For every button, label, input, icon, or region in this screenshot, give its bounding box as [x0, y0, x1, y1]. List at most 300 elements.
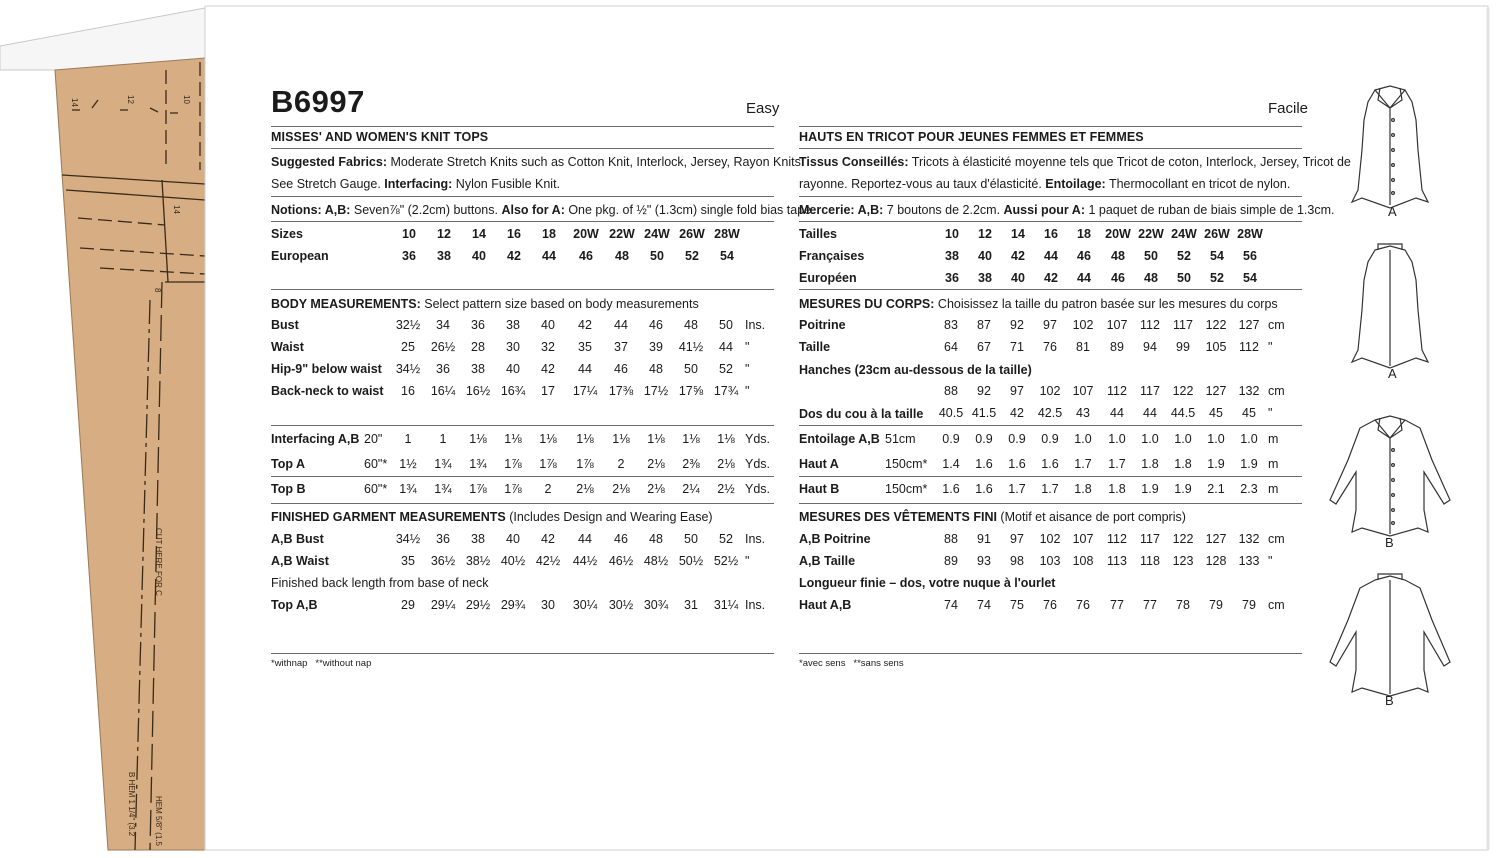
en-yardage-value: 1⅛: [682, 432, 700, 446]
en-size-value: 12: [437, 227, 451, 241]
en-finished-value: 42: [541, 532, 555, 546]
interfacing-text-en: Nylon Fusible Knit.: [452, 177, 561, 191]
fr-size-value: 44: [1077, 271, 1091, 285]
length-label-fr: Longueur finie – dos, votre nuque à l'ourlet: [799, 576, 1056, 590]
fr-size-value: 22W: [1138, 227, 1164, 241]
fr-dos-unit: ": [1268, 406, 1273, 420]
en-length-row-label: Top A,B: [271, 598, 318, 612]
en-yardage-value: 1⅛: [539, 432, 557, 446]
en-body-value: 40: [541, 318, 555, 332]
en-yardage-value: 2⅛: [717, 457, 735, 471]
fr-hanches-unit: cm: [1268, 384, 1285, 398]
fr-size-value: 20W: [1105, 227, 1131, 241]
en-size-value: 54: [720, 249, 734, 263]
fr-size-value: 42: [1044, 271, 1058, 285]
notions-also-text-en: One pkg. of ½" (1.3cm) single fold bias tape.: [564, 203, 815, 217]
notions-also-label-en: Also for A:: [501, 203, 565, 217]
en-size-value: 20W: [573, 227, 599, 241]
en-body-unit: ": [745, 384, 750, 398]
en-body-row-label: Waist: [271, 340, 304, 354]
finished-heading-fr: [799, 510, 1186, 524]
fr-finished-value: 93: [977, 554, 991, 568]
body-heading-label-fr: MESURES DU CORPS:: [799, 297, 935, 311]
fr-length-value: 75: [1010, 598, 1024, 612]
en-yardage-width: 20": [364, 432, 383, 446]
fabrics-text2-en: See Stretch Gauge.: [271, 177, 385, 191]
en-size-row-label: Sizes: [271, 227, 303, 241]
rule-fr-top: [799, 126, 1302, 127]
en-body-value: 41½: [678, 340, 704, 354]
tissue-size-8: 8: [153, 288, 162, 293]
en-body-value: 44: [614, 318, 628, 332]
en-finished-value: 50: [684, 532, 698, 546]
rule-en-notions: [271, 221, 774, 222]
fr-size-value: 52: [1177, 249, 1191, 263]
fr-yardage-value: 1.8: [1141, 457, 1159, 471]
notions-en: [271, 203, 815, 217]
fr-finished-value: 103: [1039, 554, 1061, 568]
fr-finished-value: 132: [1238, 532, 1260, 546]
fr-size-value: 46: [1077, 249, 1091, 263]
title-en: MISSES' AND WOMEN'S KNIT TOPS: [271, 130, 489, 144]
fr-body-value: 99: [1176, 340, 1190, 354]
en-length-value: 31: [684, 598, 698, 612]
fr-body-unit: cm: [1268, 318, 1285, 332]
en-yardage-value: 1⅛: [469, 432, 487, 446]
en-size-value: 36: [402, 249, 416, 263]
en-body-value: 16¾: [500, 384, 526, 398]
en-body-value: 44: [719, 340, 733, 354]
interfacing-label-fr: Entoilage:: [1045, 177, 1106, 191]
fr-hanches-value: 132: [1238, 384, 1260, 398]
fr-size-value: 46: [1111, 271, 1125, 285]
notions-fr: [799, 203, 1334, 217]
rule-fr-title: [799, 148, 1302, 149]
fr-yardage-row-label: Haut B: [799, 482, 840, 496]
fabrics-text2-fr: rayonne. Reportez-vous au taux d'élasticité.: [799, 177, 1046, 191]
fr-finished-value: 107: [1072, 532, 1094, 546]
fabrics-en: [271, 155, 804, 169]
rule-en-sizes: [271, 289, 774, 290]
fr-hanches-value: 92: [977, 384, 991, 398]
en-body-value: 52: [719, 362, 733, 376]
fr-body-value: 122: [1205, 318, 1227, 332]
fr-length-value: 76: [1043, 598, 1057, 612]
fabrics-fr: [799, 155, 1351, 169]
tissue-size-12: 12: [126, 95, 135, 104]
difficulty-fr: Facile: [1268, 100, 1309, 117]
finished-heading-text-fr: (Motif et aisance de port compris): [996, 510, 1186, 524]
fr-yardage-value: 1.8: [1108, 482, 1126, 496]
en-body-value: 42: [578, 318, 592, 332]
fr-finished-row-label: A,B Poitrine: [799, 532, 871, 546]
en-yardage-width: 60"*: [364, 482, 388, 496]
fr-finished-value: 133: [1238, 554, 1260, 568]
en-size-value: 28W: [714, 227, 740, 241]
en-yardage-value: 2⅜: [682, 457, 700, 471]
fabrics-fr-line2: [799, 177, 1290, 191]
fr-dos-value: 44.5: [1170, 406, 1196, 420]
en-finished-value: 46½: [608, 554, 634, 568]
en-yardage-value: 1⅞: [576, 457, 594, 471]
fr-yardage-value: 0.9: [942, 432, 960, 446]
en-size-value: 26W: [679, 227, 705, 241]
fr-body-value: 117: [1173, 318, 1193, 332]
en-size-value: 22W: [609, 227, 635, 241]
notions-label-en: Notions: A,B:: [271, 203, 351, 217]
fabrics-text-fr: Tricots à élasticité moyenne tels que Tricot de coton, Interlock, Jersey, Tricot de: [908, 155, 1351, 169]
fr-yardage-value: 1.7: [1041, 482, 1059, 496]
fr-length-value: 77: [1143, 598, 1157, 612]
en-body-value: 17½: [643, 384, 669, 398]
en-yardage-value: 1: [439, 432, 447, 446]
fr-size-value: 18: [1077, 227, 1091, 241]
fr-yardage-unit: m: [1268, 482, 1279, 496]
fr-yardage-value: 1.6: [942, 482, 960, 496]
fr-yardage-value: 1.8: [1074, 482, 1092, 496]
fr-hanches-value: 127: [1205, 384, 1227, 398]
en-body-unit: ": [745, 340, 750, 354]
en-body-unit: Ins.: [745, 318, 766, 332]
fr-yardage-value: 1.7: [1008, 482, 1026, 496]
fr-yardage-value: 0.9: [1008, 432, 1026, 446]
footnote-fr: [799, 658, 904, 669]
footnote-en: [271, 658, 371, 669]
view-label-3: B: [1385, 535, 1394, 550]
en-finished-value: 52½: [713, 554, 739, 568]
fr-size-value: 50: [1144, 249, 1158, 263]
en-body-value: 32: [541, 340, 555, 354]
fr-finished-value: 112: [1107, 532, 1127, 546]
fr-yardage-value: 1.6: [975, 482, 993, 496]
en-size-value: 18: [542, 227, 556, 241]
en-body-value: 16½: [465, 384, 491, 398]
fr-yardage-value: 1.0: [1108, 432, 1126, 446]
fr-size-value: 36: [945, 271, 959, 285]
en-body-value: 25: [401, 340, 415, 354]
title-fr: HAUTS EN TRICOT POUR JEUNES FEMMES ET FEMMES: [799, 130, 1144, 144]
en-body-value: 46: [614, 362, 628, 376]
en-yardage-row-label: Interfacing A,B: [271, 432, 360, 446]
en-size-value: 42: [507, 249, 521, 263]
view-label-4: B: [1385, 693, 1394, 708]
fr-size-value: 48: [1111, 249, 1125, 263]
fr-hanches-value: 88: [944, 384, 958, 398]
en-finished-value: 36½: [430, 554, 456, 568]
fr-yardage-value: 1.9: [1141, 482, 1159, 496]
length-label-en: Finished back length from base of neck: [271, 576, 489, 590]
en-body-value: 17¼: [572, 384, 598, 398]
en-finished-row-label: A,B Bust: [271, 532, 324, 546]
fr-size-value: 40: [978, 249, 992, 263]
en-body-value: 17: [541, 384, 555, 398]
rule-fr-sizes: [799, 289, 1302, 290]
en-finished-value: 48½: [643, 554, 669, 568]
en-body-value: 16: [401, 384, 415, 398]
notions-also-text-fr: 1 paquet de ruban de biais simple de 1.3cm.: [1085, 203, 1335, 217]
en-body-value: 39: [649, 340, 663, 354]
en-size-value: 16: [507, 227, 521, 241]
fr-body-value: 94: [1143, 340, 1157, 354]
view-label-2: A: [1388, 366, 1397, 381]
fr-yardage-value: 2.3: [1240, 482, 1258, 496]
en-yardage-unit: Yds.: [745, 432, 771, 446]
fr-size-row-label: Françaises: [799, 249, 865, 263]
en-body-value: 48: [649, 362, 663, 376]
en-yardage-value: 2½: [717, 482, 735, 496]
sleeveless-shirt-back: [1352, 244, 1428, 368]
fr-body-value: 112: [1140, 318, 1160, 332]
fr-body-value: 92: [1010, 318, 1024, 332]
fr-body-value: 97: [1043, 318, 1057, 332]
fr-dos-value: 41.5: [971, 406, 997, 420]
en-yardage-value: 1¾: [469, 457, 487, 471]
en-body-value: 17⅝: [678, 384, 704, 398]
en-finished-value: 44½: [572, 554, 598, 568]
en-body-value: 17¾: [713, 384, 739, 398]
en-body-row-label: Hip-9" below waist: [271, 362, 382, 376]
en-finished-value: 42½: [535, 554, 561, 568]
fr-dos-value: 43: [1076, 406, 1090, 420]
notions-label-fr: Mercerie: A,B:: [799, 203, 884, 217]
en-body-value: 34: [436, 318, 450, 332]
fr-yardage-value: 1.9: [1240, 457, 1258, 471]
en-yardage-value: 2¼: [682, 482, 700, 496]
fr-finished-value: 88: [944, 532, 958, 546]
en-length-value: 29¼: [430, 598, 456, 612]
en-body-value: 28: [471, 340, 485, 354]
fr-size-value: 16: [1044, 227, 1058, 241]
fr-body-value: 105: [1205, 340, 1227, 354]
en-yardage-value: 2: [617, 457, 625, 471]
en-body-value: 26½: [430, 340, 456, 354]
fr-hanches-value: 97: [1010, 384, 1024, 398]
en-body-row-label: Back-neck to waist: [271, 384, 384, 398]
fr-yardage-value: 1.6: [975, 457, 993, 471]
fr-length-unit: cm: [1268, 598, 1285, 612]
fabrics-en-line2: [271, 177, 560, 191]
en-size-value: 50: [650, 249, 664, 263]
en-finished-value: 38½: [465, 554, 491, 568]
notions-also-label-fr: Aussi pour A:: [1003, 203, 1085, 217]
footnote-en-1: *withnap: [271, 658, 308, 669]
en-length-value: 29½: [465, 598, 491, 612]
finished-heading-en: [271, 510, 713, 524]
fr-size-value: 26W: [1204, 227, 1230, 241]
en-body-value: 37: [614, 340, 628, 354]
en-yardage-value: 2⅛: [576, 482, 594, 496]
en-length-value: 30¼: [572, 598, 598, 612]
fr-length-value: 74: [977, 598, 991, 612]
en-length-value: 30: [541, 598, 555, 612]
fr-dos-value: 40.5: [938, 406, 964, 420]
fr-yardage-width: 51cm: [885, 432, 916, 446]
fr-yardage-value: 1.0: [1207, 432, 1225, 446]
en-yardage-row-label: Top B: [271, 482, 306, 496]
fr-body-value: 89: [1110, 340, 1124, 354]
fr-body-row-label: Poitrine: [799, 318, 846, 332]
rule-fr-yardage: [799, 503, 1302, 504]
rule-en-yardage: [271, 503, 774, 504]
fr-finished-value: 122: [1172, 532, 1194, 546]
body-heading-label-en: BODY MEASUREMENTS:: [271, 297, 421, 311]
fr-finished-value: 118: [1140, 554, 1160, 568]
fr-finished-value: 97: [1010, 532, 1024, 546]
fr-finished-value: 102: [1039, 532, 1061, 546]
en-body-row-label: Bust: [271, 318, 299, 332]
en-yardage-value: 1⅛: [717, 432, 735, 446]
finished-heading-label-en: FINISHED GARMENT MEASUREMENTS: [271, 510, 506, 524]
en-yardage-value: 1⅛: [647, 432, 665, 446]
en-size-value: 46: [579, 249, 593, 263]
en-finished-value: 48: [649, 532, 663, 546]
en-yardage-value: 1: [404, 432, 412, 446]
en-finished-value: 38: [471, 532, 485, 546]
fr-yardage-value: 0.9: [1041, 432, 1059, 446]
interfacing-text-fr: Thermocollant en tricot de nylon.: [1105, 177, 1291, 191]
fr-hanches-value: 112: [1107, 384, 1127, 398]
fr-size-value: 28W: [1237, 227, 1263, 241]
en-finished-value: 50½: [678, 554, 704, 568]
finished-heading-label-fr: MESURES DES VÊTEMENTS FINI: [799, 510, 997, 524]
en-body-value: 36: [471, 318, 485, 332]
fr-yardage-row-label: Haut A: [799, 457, 839, 471]
en-body-value: 40: [506, 362, 520, 376]
en-yardage-unit: Yds.: [745, 457, 771, 471]
fr-length-value: 77: [1110, 598, 1124, 612]
en-body-value: 38: [471, 362, 485, 376]
fr-body-value: 67: [977, 340, 991, 354]
en-finished-value: 44: [578, 532, 592, 546]
fr-body-value: 127: [1238, 318, 1260, 332]
en-size-value: 24W: [644, 227, 670, 241]
en-body-value: 50: [684, 362, 698, 376]
fabrics-label-en: Suggested Fabrics:: [271, 155, 387, 169]
fr-yardage-value: 1.9: [1207, 457, 1225, 471]
garment-illustrations: [1320, 80, 1460, 720]
tissue-b-hem: B HEM 1 1/4" (3.2: [127, 772, 136, 837]
fr-length-value: 79: [1209, 598, 1223, 612]
fr-yardage-value: 0.9: [975, 432, 993, 446]
fr-finished-value: 91: [977, 532, 991, 546]
en-size-value: 48: [615, 249, 629, 263]
fr-body-value: 83: [944, 318, 958, 332]
en-size-value: 10: [402, 227, 416, 241]
en-size-value: 38: [437, 249, 451, 263]
en-body-value: 34½: [395, 362, 421, 376]
fr-dos-value: 45: [1242, 406, 1256, 420]
en-length-value: 29: [401, 598, 415, 612]
en-length-value: 30½: [608, 598, 634, 612]
fr-finished-unit: ": [1268, 554, 1273, 568]
fr-size-value: 54: [1243, 271, 1257, 285]
fr-yardage-value: 1.6: [1008, 457, 1026, 471]
fr-yardage-value: 1.4: [942, 457, 960, 471]
en-size-value: 40: [472, 249, 486, 263]
fr-body-value: 71: [1010, 340, 1024, 354]
fr-size-value: 52: [1210, 271, 1224, 285]
fr-size-value: 24W: [1171, 227, 1197, 241]
finished-heading-text-en: (Includes Design and Wearing Ease): [505, 510, 713, 524]
en-yardage-value: 1⅞: [504, 482, 522, 496]
fr-size-row-label: Européen: [799, 271, 857, 285]
fr-length-value: 76: [1076, 598, 1090, 612]
en-length-unit: Ins.: [745, 598, 766, 612]
en-body-value: 38: [506, 318, 520, 332]
en-yardage-value: 2⅛: [647, 457, 665, 471]
en-finished-value: 46: [614, 532, 628, 546]
interfacing-label-en: Interfacing:: [384, 177, 453, 191]
en-yardage-value: 1⅛: [612, 432, 630, 446]
rule-fr-hauta: [799, 476, 1302, 477]
body-heading-fr: [799, 297, 1278, 311]
fr-yardage-width: 150cm*: [885, 482, 928, 496]
en-size-row-label: European: [271, 249, 329, 263]
fr-size-value: 38: [945, 249, 959, 263]
fr-size-value: 54: [1210, 249, 1224, 263]
fr-finished-value: 98: [1010, 554, 1024, 568]
rule-en-bottom: [271, 653, 774, 654]
rule-en-body: [271, 425, 774, 426]
en-yardage-value: 1⅛: [504, 432, 522, 446]
fr-finished-value: 113: [1107, 554, 1127, 568]
en-finished-value: 52: [719, 532, 733, 546]
en-yardage-value: 1⅞: [504, 457, 522, 471]
fr-dos-value: 42.5: [1037, 406, 1063, 420]
fr-body-value: 102: [1072, 318, 1094, 332]
tissue-size-14b: 14: [172, 205, 181, 214]
en-yardage-value: 1⅞: [539, 457, 557, 471]
en-finished-value: 36: [436, 532, 450, 546]
fr-finished-unit: cm: [1268, 532, 1285, 546]
rule-en-fabrics: [271, 196, 774, 197]
en-yardage-value: 1½: [399, 457, 417, 471]
en-body-value: 50: [719, 318, 733, 332]
fr-dos-value: 44: [1143, 406, 1157, 420]
fr-body-value: 87: [977, 318, 991, 332]
en-finished-unit: Ins.: [745, 532, 766, 546]
sleeved-shirt-back: [1330, 574, 1450, 696]
fabrics-label-fr: Tissus Conseillés:: [799, 155, 909, 169]
fr-finished-value: 123: [1172, 554, 1194, 568]
en-yardage-value: 2⅛: [612, 482, 630, 496]
fr-dos-value: 45: [1209, 406, 1223, 420]
footnote-en-2: **without nap: [315, 658, 372, 669]
en-finished-value: 35: [401, 554, 415, 568]
fr-yardage-value: 1.0: [1174, 432, 1192, 446]
body-heading-en: [271, 297, 699, 311]
tissue-size-10: 10: [182, 95, 191, 104]
fr-size-value: 38: [978, 271, 992, 285]
en-yardage-value: 1¾: [434, 482, 452, 496]
en-yardage-value: 2⅛: [647, 482, 665, 496]
en-yardage-value: 1⅞: [469, 482, 487, 496]
hanches-label-fr: Hanches (23cm au-dessous de la taille): [799, 363, 1032, 377]
fr-body-value: 107: [1106, 318, 1128, 332]
fr-size-value: 14: [1011, 227, 1025, 241]
fr-yardage-value: 1.7: [1108, 457, 1126, 471]
fr-finished-value: 127: [1205, 532, 1227, 546]
en-body-value: 46: [649, 318, 663, 332]
fr-size-value: 48: [1144, 271, 1158, 285]
fr-length-value: 74: [944, 598, 958, 612]
tissue-cut-here: CUT HERE FOR C: [154, 528, 163, 596]
pattern-number: B6997: [271, 84, 365, 119]
fr-size-value: 44: [1044, 249, 1058, 263]
en-yardage-unit: Yds.: [745, 482, 771, 496]
fr-yardage-row-label: Entoilage A,B: [799, 432, 880, 446]
en-body-value: 42: [541, 362, 555, 376]
